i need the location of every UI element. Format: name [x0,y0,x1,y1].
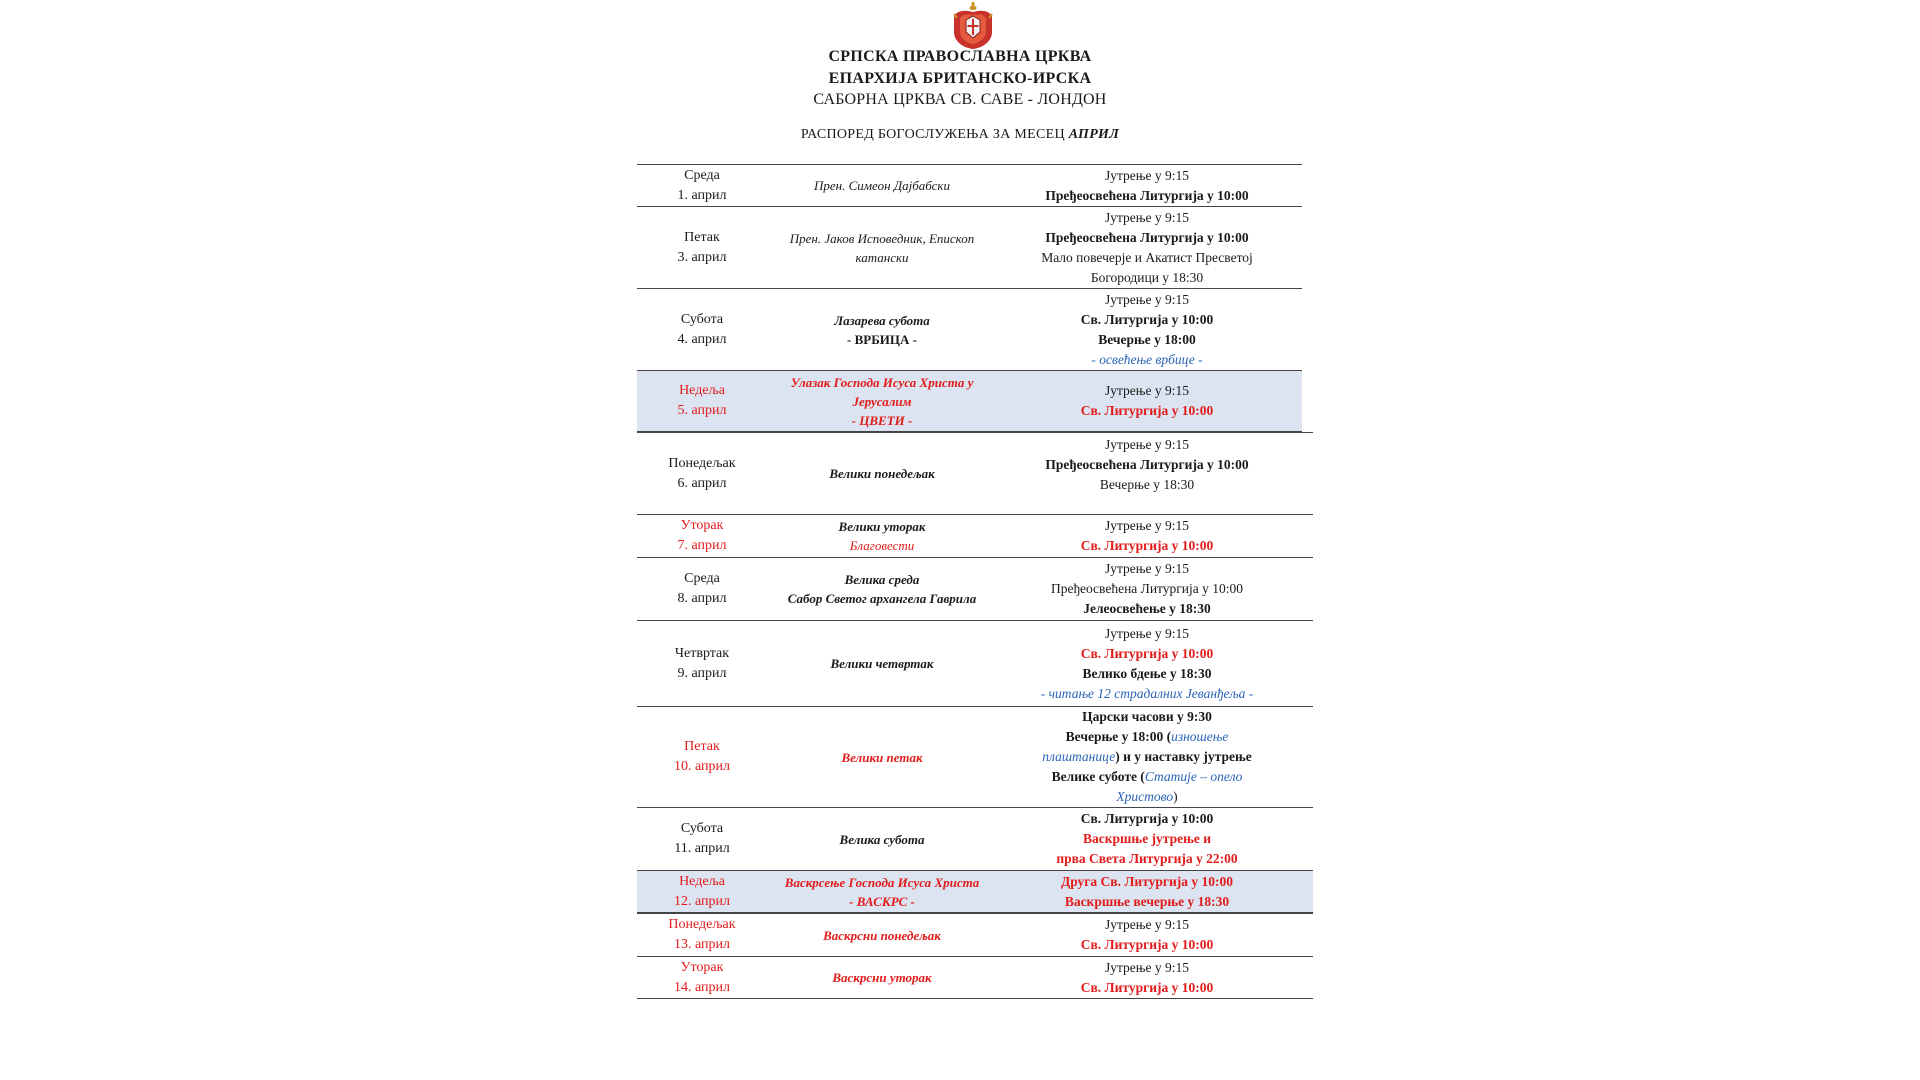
service-line: Јутрење у 9:15 [1104,209,1190,225]
service-line: Вечерње у 18:00 [1098,331,1196,347]
services-cell [997,707,1297,807]
day-name: Субота [680,311,724,327]
service-line: Јутрење у 9:15 [1104,383,1190,398]
feast-text: катански [855,249,909,265]
feast-text: Прен. Симеон Дајбабски [813,178,950,193]
table-row [637,288,1302,370]
service-line: Св. Литургија у 10:00 [1080,937,1214,952]
table-row [637,370,1302,432]
feast-text: Велика среда [844,572,920,587]
feast-text: Васкрсни уторак [832,970,932,985]
services-cell [997,808,1297,870]
feast-cell [767,515,997,557]
table-row [637,706,1313,807]
day-date: 4. април [677,331,727,347]
table-row [637,956,1313,999]
feast-text: - ВРБИЦА - [847,331,917,347]
table-row [637,164,1302,206]
day-date: 6. април [677,475,727,491]
day-date: 7. април [677,538,727,553]
services-cell [997,515,1297,557]
service-line: Јутрење у 9:15 [1104,291,1190,307]
service-line: Пређеосвећена Литургија у 10:00 [1045,187,1249,203]
day-cell [637,515,767,557]
day-date: 11. април [674,841,730,856]
services-cell [997,165,1297,206]
service-line: плаштанице) и у наставку јутрење [1042,749,1252,764]
service-line: Царски часови у 9:30 [1082,709,1212,724]
service-line: Св. Литургија у 10:00 [1080,979,1214,995]
service-line: Велико бдење у 18:30 [1082,665,1212,681]
services-cell [997,914,1297,956]
service-line: Св. Литургија у 10:00 [1080,811,1214,826]
service-line: Јутрење у 9:15 [1104,437,1190,452]
feast-cell [767,808,997,870]
day-cell [637,558,767,620]
service-line: Јутрење у 9:15 [1104,167,1190,183]
day-date: 14. април [674,979,730,995]
service-line: Богородици у 18:30 [1090,269,1204,285]
day-cell [637,707,767,807]
day-date: 13. април [674,937,730,952]
feast-text: Сабор Светог архангела Гаврила [787,591,977,606]
feast-cell [767,433,997,514]
service-line: Св. Литургија у 10:00 [1080,311,1214,327]
day-name: Понедељак [668,455,736,471]
service-line: Мало повечерје и Акатист Пресветој [1041,249,1253,265]
service-line: Св. Литургија у 10:00 [1080,403,1214,418]
table-row [637,432,1313,514]
table-row [637,807,1313,870]
day-cell [637,621,767,706]
service-line: Св. Литургија у 10:00 [1080,645,1214,661]
service-line: Вечерње у 18:30 [1099,477,1195,492]
feast-text: Велики понедељак [829,466,935,481]
service-note: - освећење врбице - [1091,351,1203,367]
day-date: 1. април [677,187,727,203]
service-line: Васкршње јутрење и [1083,831,1211,846]
feast-text: Благовести [849,538,915,553]
day-name: Недеља [679,383,725,398]
table-row [637,514,1313,557]
day-cell [637,289,767,370]
day-cell [637,957,767,998]
feast-cell [767,207,997,288]
feast-text: Велики четвртак [830,656,934,671]
feast-cell [767,621,997,706]
feast-text: Јерусалим [852,393,912,409]
eparchy-name: ЕПАРХИЈА БРИТАНСКО-ИРСКА [828,70,1092,87]
feast-cell [767,371,997,431]
feast-cell [767,707,997,807]
services-cell [997,621,1297,706]
table-row [637,620,1313,706]
service-line: Васкршње вечерње у 18:30 [1064,893,1230,909]
feast-cell [767,165,997,206]
day-name: Уторак [680,959,724,975]
feast-text: - ЦВЕТИ - [851,412,913,428]
day-cell [637,165,767,206]
cathedral-name: САБОРНА ЦРКВА СВ. САВЕ - ЛОНДОН [813,91,1107,108]
day-name: Среда [684,571,720,586]
feast-text: Велики петак [841,749,923,765]
services-cell [997,207,1297,288]
service-line: Св. Литургија у 10:00 [1080,538,1214,553]
day-date: 12. април [674,893,730,909]
day-cell [637,914,767,956]
feast-text: Улазак Господа Исуса Христа у [790,374,974,390]
feast-text: Васкрсење Господа Исуса Христа [784,874,980,890]
feast-cell [767,871,997,912]
feast-text: Прен. Јаков Исповедник, Епископ [789,230,975,246]
feast-text: - ВАСКРС - [849,893,915,909]
day-cell [637,371,767,431]
feast-cell [767,957,997,998]
day-name: Субота [680,821,724,836]
services-cell [997,871,1297,912]
feast-cell [767,914,997,956]
day-date: 3. април [677,249,727,265]
day-cell [637,871,767,912]
service-line: Пређеосвећена Литургија у 10:00 [1045,457,1249,472]
day-name: Петак [684,229,720,245]
day-cell [637,207,767,288]
table-row [637,913,1313,956]
service-line: Вечерње у 18:00 (изношење [1065,729,1229,744]
services-cell [997,289,1297,370]
feast-cell [767,289,997,370]
service-line: Друга Св. Литургија у 10:00 [1060,873,1234,889]
service-line: Христово) [1116,789,1178,804]
service-line: Јелеосвећење у 18:30 [1083,601,1211,616]
services-cell [997,558,1297,620]
services-cell [997,433,1297,514]
day-date: 8. април [677,591,727,606]
service-note: - читање 12 страдалних Јеванђеља - [1040,685,1254,701]
day-date: 9. април [677,665,727,681]
day-date: 5. април [677,403,727,418]
feast-cell [767,558,997,620]
day-name: Петак [684,739,720,754]
service-line: Велике суботе (Статије – опело [1051,769,1243,784]
table-row [637,557,1313,620]
day-date: 10. април [674,759,730,774]
schedule-title: РАСПОРЕД БОГОСЛУЖЕЊА ЗА МЕСЕЦ АПРИЛ [800,127,1120,142]
church-name: СРПСКА ПРАВОСЛАВНА ЦРКВА [828,48,1092,65]
day-name: Среда [684,167,720,183]
day-name: Понедељак [668,917,736,932]
service-line: прва Света Литургија у 22:00 [1056,851,1238,866]
table-row [637,870,1313,913]
service-line: Пређеосвећена Литургија у 10:00 [1045,229,1249,245]
service-line: Јутрење у 9:15 [1104,561,1190,576]
day-name: Недеља [679,873,725,889]
service-line: Јутрење у 9:15 [1104,917,1190,932]
service-line: Јутрење у 9:15 [1104,959,1190,975]
services-cell [997,371,1297,431]
service-line: Јутрење у 9:15 [1104,625,1190,641]
service-line: Пређеосвећена Литургија у 10:00 [1050,581,1244,596]
day-name: Уторак [680,518,724,533]
day-name: Четвртак [674,645,730,661]
feast-text: Велика субота [839,831,925,847]
feast-text: Лазарева субота [834,312,930,328]
service-line: Јутрење у 9:15 [1104,518,1190,533]
feast-text: Велики уторак [838,519,926,534]
day-cell [637,433,767,514]
table-row [637,206,1302,288]
feast-text: Васкрсни понедељак [823,927,941,943]
services-cell [997,957,1297,998]
day-cell [637,808,767,870]
